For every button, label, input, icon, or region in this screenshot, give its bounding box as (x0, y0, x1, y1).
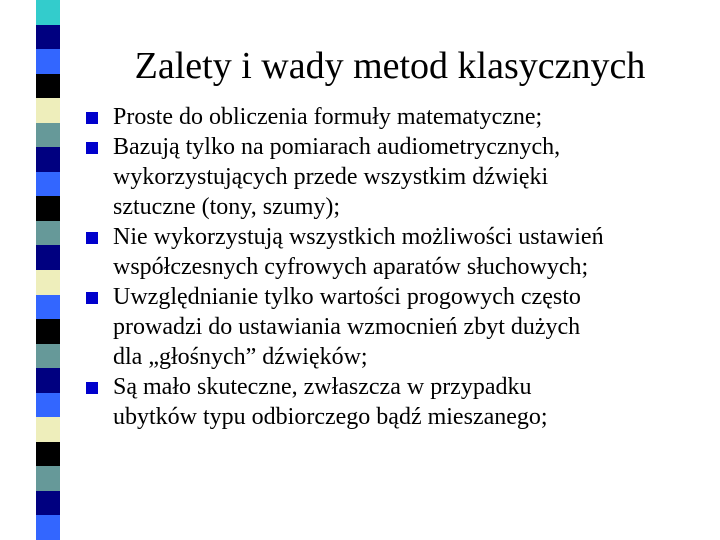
stripe-block (36, 172, 60, 197)
stripe-block (36, 515, 60, 540)
stripe-block (36, 368, 60, 393)
stripe-block (36, 221, 60, 246)
bullet-line: dla „głośnych” dźwięków; (113, 344, 368, 370)
stripe-block (36, 25, 60, 50)
stripe-block (36, 74, 60, 99)
stripe-block (36, 49, 60, 74)
bullet-item (86, 102, 710, 132)
bullet-line: prowadzi do ustawiania wzmocnień zbyt dużych (113, 314, 581, 340)
stripe-block (36, 466, 60, 491)
bullet-line: Uwzględnianie tylko wartości progowych często (113, 284, 581, 310)
bullet-line: Proste do obliczenia formuły matematyczne; (113, 104, 543, 130)
stripe-block (36, 147, 60, 172)
slide-title: Zalety i wady metod klasycznych (134, 45, 646, 87)
bullet-square-icon (86, 112, 98, 124)
bullet-line: Bazują tylko na pomiarach audiometrycznych, (113, 134, 561, 160)
stripe-block (36, 442, 60, 467)
stripe-block (36, 0, 60, 25)
stripe-block (36, 319, 60, 344)
bullet-item (86, 282, 710, 372)
stripe-block (36, 344, 60, 369)
bullet-line: wykorzystujących przede wszystkim dźwięki (113, 164, 549, 190)
decorative-color-stripe (0, 0, 60, 540)
stripe-block (36, 393, 60, 418)
bullet-item (86, 222, 710, 282)
bullet-line: Nie wykorzystują wszystkich możliwości ustawień (113, 224, 604, 250)
bullet-list (86, 102, 710, 432)
stripe-block (36, 196, 60, 221)
bullet-square-icon (86, 292, 98, 304)
bullet-item (86, 132, 710, 222)
stripe-block (36, 491, 60, 516)
bullet-item (86, 372, 710, 432)
bullet-square-icon (86, 232, 98, 244)
stripe-block (36, 295, 60, 320)
bullet-line: ubytków typu odbiorczego bądź mieszanego; (113, 404, 548, 430)
bullet-square-icon (86, 382, 98, 394)
bullet-line: sztuczne (tony, szumy); (113, 194, 341, 220)
stripe-block (36, 245, 60, 270)
stripe-block (36, 98, 60, 123)
bullet-line: współczesnych cyfrowych aparatów słuchowych; (113, 254, 589, 280)
stripe-block (36, 270, 60, 295)
bullet-line: Są mało skuteczne, zwłaszcza w przypadku (113, 374, 532, 400)
stripe-block (36, 417, 60, 442)
bullet-square-icon (86, 142, 98, 154)
stripe-block (36, 123, 60, 148)
